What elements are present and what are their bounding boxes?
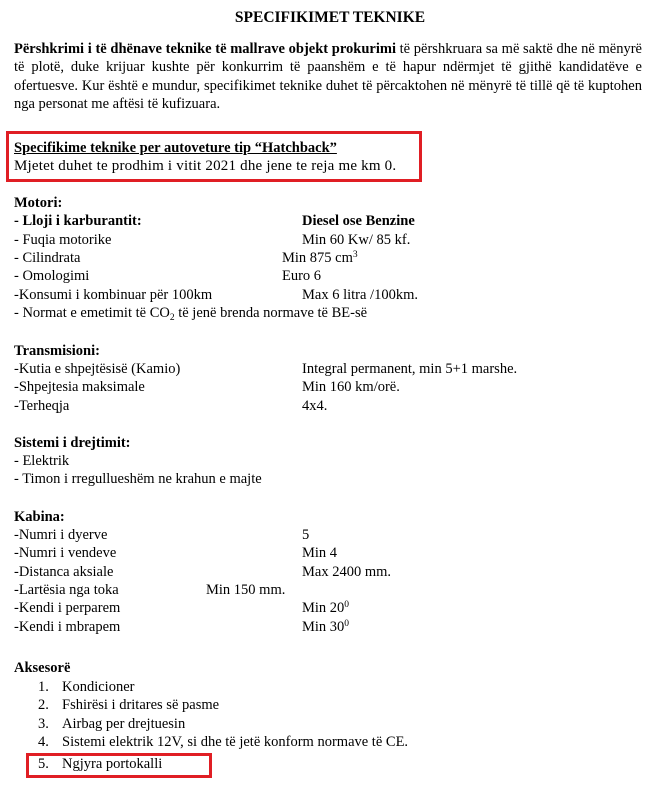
- homol-label: - Omologimi: [14, 268, 90, 284]
- clearance-value: Min 150 mm.: [206, 582, 286, 598]
- spec-header: Specifikime teknike per autoveture tip “Hatchback”: [14, 140, 337, 156]
- aksesore-heading: Aksesorë: [14, 660, 71, 676]
- rear-angle-text: Min 30: [302, 619, 345, 635]
- homol-value: Euro 6: [282, 268, 322, 284]
- drejtimi-heading: Sistemi i drejtimit:: [14, 435, 131, 451]
- seats-label: -Numri i vendeve: [14, 545, 117, 561]
- list-item: Airbag per drejtuesin: [62, 716, 186, 732]
- cyl-value-text: Min 875 cm: [282, 250, 353, 266]
- list-item-number: 2.: [38, 697, 49, 713]
- front-angle-text: Min 20: [302, 600, 345, 616]
- list-item-number: 1.: [38, 679, 49, 695]
- norm-sub: 2: [169, 313, 175, 323]
- front-angle-value: [302, 599, 349, 617]
- speed-value: Min 160 km/orë.: [302, 379, 400, 395]
- norm-post: të jenë brenda normave të BE-së: [174, 305, 368, 321]
- seats-value: Min 4: [302, 545, 338, 561]
- cyl-value: [282, 249, 358, 267]
- list-item-number: 3.: [38, 716, 49, 732]
- document-title: SPECIFIKIMET TEKNIKE: [234, 9, 426, 26]
- doors-value: 5: [302, 527, 310, 543]
- front-angle-label: -Kendi i perparem: [14, 600, 121, 616]
- list-item-number: 4.: [38, 734, 49, 750]
- norm-pre: - Normat e emetimit të CO: [14, 305, 170, 321]
- kabina-heading: Kabina:: [14, 509, 65, 525]
- rear-angle-sup: 0: [344, 619, 350, 629]
- intro-bold-lead: Përshkrimi i të dhënave teknike të mallrave objekt prokurimi: [14, 41, 396, 57]
- spec-note: Mjetet duhet te prodhim i vitit 2021 dhe jene te reja me km 0.: [14, 158, 397, 174]
- emission-norm: [14, 304, 367, 322]
- intro-text: të përshkruara sa më saktë dhe në mënyrë të plotë, duke krijuar kushte për konkurrim të paanshëm e të hapur ndërmjet të gjithë kandidatëve e ofertuesve. Kur është e mundur, specifikimet teknike duhet të përcaktohen në mënyrë të tillë që të kuptohen nga personat me aftësi të kufizuara.: [14, 41, 642, 112]
- list-item: Sistemi elektrik 12V, si dhe të jetë konform normave të CE.: [62, 734, 409, 750]
- list-item: Kondicioner: [62, 679, 135, 695]
- rear-angle-label: -Kendi i mbrapem: [14, 619, 121, 635]
- drive-value: 4x4.: [302, 398, 328, 414]
- gear-value: Integral permanent, min 5+1 marshe.: [302, 361, 518, 377]
- gear-label: -Kutia e shpejtësisë (Kamio): [14, 361, 181, 377]
- power-value: Min 60 Kw/ 85 kf.: [302, 232, 411, 248]
- axle-value: Max 2400 mm.: [302, 564, 392, 580]
- cyl-label: - Cilindrata: [14, 250, 81, 266]
- drejtimi-line1: - Elektrik: [14, 453, 70, 469]
- drejtimi-line2: - Timon i rregullueshëm ne krahun e majte: [14, 471, 262, 487]
- rear-angle-value: [302, 618, 349, 636]
- list-item-number: 5.: [38, 756, 49, 772]
- axle-label: -Distanca aksiale: [14, 564, 114, 580]
- cons-label: -Konsumi i kombinuar për 100km: [14, 287, 213, 303]
- list-item-color: Ngjyra portokalli: [62, 756, 163, 772]
- front-angle-sup: 0: [344, 600, 350, 610]
- speed-label: -Shpejtesia maksimale: [14, 379, 145, 395]
- fuel-label: - Lloji i karburantit:: [14, 213, 142, 229]
- intro-paragraph: [14, 40, 642, 113]
- clearance-label: -Lartësia nga toka: [14, 582, 119, 598]
- power-label: - Fuqia motorike: [14, 232, 112, 248]
- cons-value: Max 6 litra /100km.: [302, 287, 418, 303]
- cyl-sup: 3: [352, 250, 358, 260]
- list-item: Fshirësi i dritares së pasme: [62, 697, 220, 713]
- doors-label: -Numri i dyerve: [14, 527, 108, 543]
- motori-heading: Motori:: [14, 195, 63, 211]
- fuel-value: Diesel ose Benzine: [302, 213, 415, 229]
- drive-label: -Terheqja: [14, 398, 70, 414]
- transmisioni-heading: Transmisioni:: [14, 343, 100, 359]
